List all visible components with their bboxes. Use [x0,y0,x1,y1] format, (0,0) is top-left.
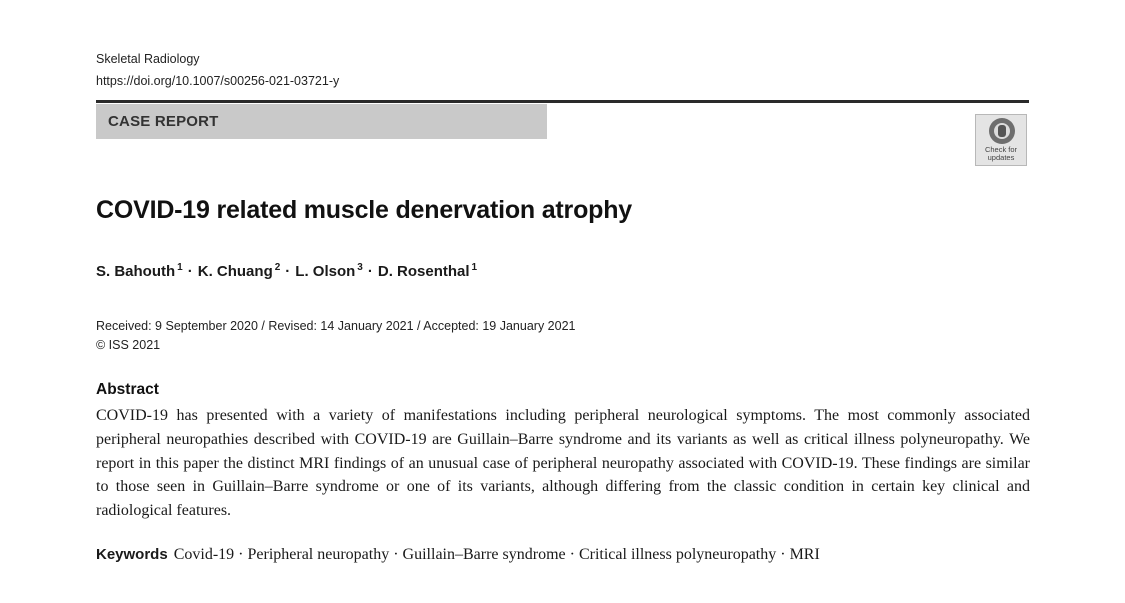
keyword[interactable]: MRI [789,546,820,563]
keyword-separator: · [780,546,786,563]
check-for-updates-button[interactable] [975,114,1027,166]
keywords-line [96,546,820,564]
keyword[interactable]: Peripheral neuropathy [247,546,390,563]
author-affiliation[interactable]: 2 [274,262,281,273]
header-rule [96,100,1029,103]
keyword-separator: · [393,546,399,563]
article-dates: Received: 9 September 2020 / Revised: 14 January 2021 / Accepted: 19 January 2021 [96,319,576,333]
article-type-label: CASE REPORT [108,113,219,130]
author-separator: · [367,263,373,280]
keyword-separator: · [238,546,244,563]
keywords-label: Keywords [96,546,168,563]
author-name[interactable]: L. Olson [295,263,356,280]
author-affiliation[interactable]: 1 [471,262,478,273]
doi-link[interactable]: https://doi.org/10.1007/s00256-021-03721-y [96,74,340,88]
article-title: COVID-19 related muscle denervation atrophy [96,196,633,224]
author-affiliation[interactable]: 1 [177,262,183,273]
crossmark-icon [989,118,1015,144]
author-name[interactable]: D. Rosenthal [377,263,470,280]
article-type-band [96,104,547,139]
author-affiliation[interactable]: 3 [357,262,363,273]
author-separator: · [187,263,193,280]
keyword-separator: · [569,546,575,563]
keyword[interactable]: Covid-19 [173,546,235,563]
journal-name: Skeletal Radiology [96,52,200,66]
keyword[interactable]: Guillain–Barre syndrome [402,546,566,563]
abstract-text: COVID-19 has presented with a variety of manifestations including peripheral neurological symptoms. The most commonly associated peripheral neuropathies described with COVID-19 are Guillain–Barre syndrome and its variants as well as critical illness polyneuropathy. We report in this paper the distinct MRI findings of an unusual case of peripheral neuropathy associated with COVID-19. These findings are similar to those seen in Guillain–Barre syndrome or one of its variants, although differing from the classic condition in certain key clinical and radiological features. [96,407,1030,520]
author-separator: · [285,263,291,280]
author-list [96,262,477,280]
author-name[interactable]: K. Chuang [197,263,273,280]
abstract-heading: Abstract [96,381,159,398]
keyword[interactable]: Critical illness polyneuropathy [578,546,777,563]
author-name[interactable]: S. Bahouth [96,263,176,280]
check-for-updates-label: Check for updates [984,145,1018,162]
copyright: © ISS 2021 [96,338,161,352]
